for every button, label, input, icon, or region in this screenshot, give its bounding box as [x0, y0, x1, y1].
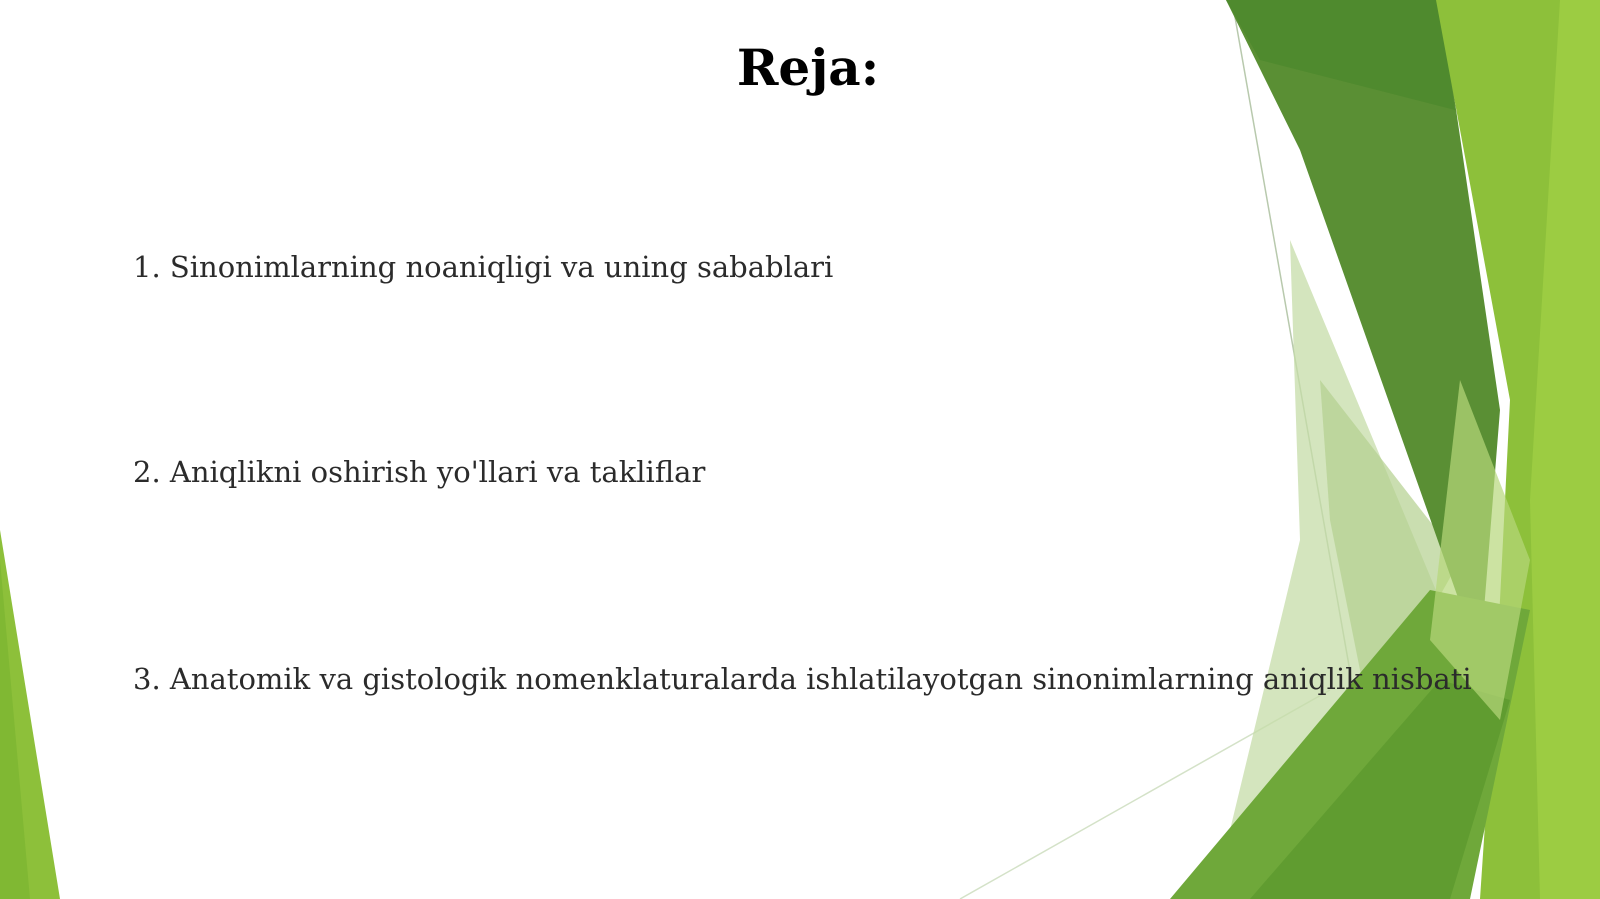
slide-title: Reja:	[736, 38, 880, 97]
agenda-item: 2. Aniqlikni oshirish yo'llari va takliflar	[133, 455, 706, 489]
agenda-item: 1. Sinonimlarning noaniqligi va uning sabablari	[133, 250, 834, 284]
agenda-item: 3. Anatomik va gistologik nomenklaturalarda ishlatilayotgan sinonimlarning aniqlik nisbati	[133, 662, 1472, 696]
